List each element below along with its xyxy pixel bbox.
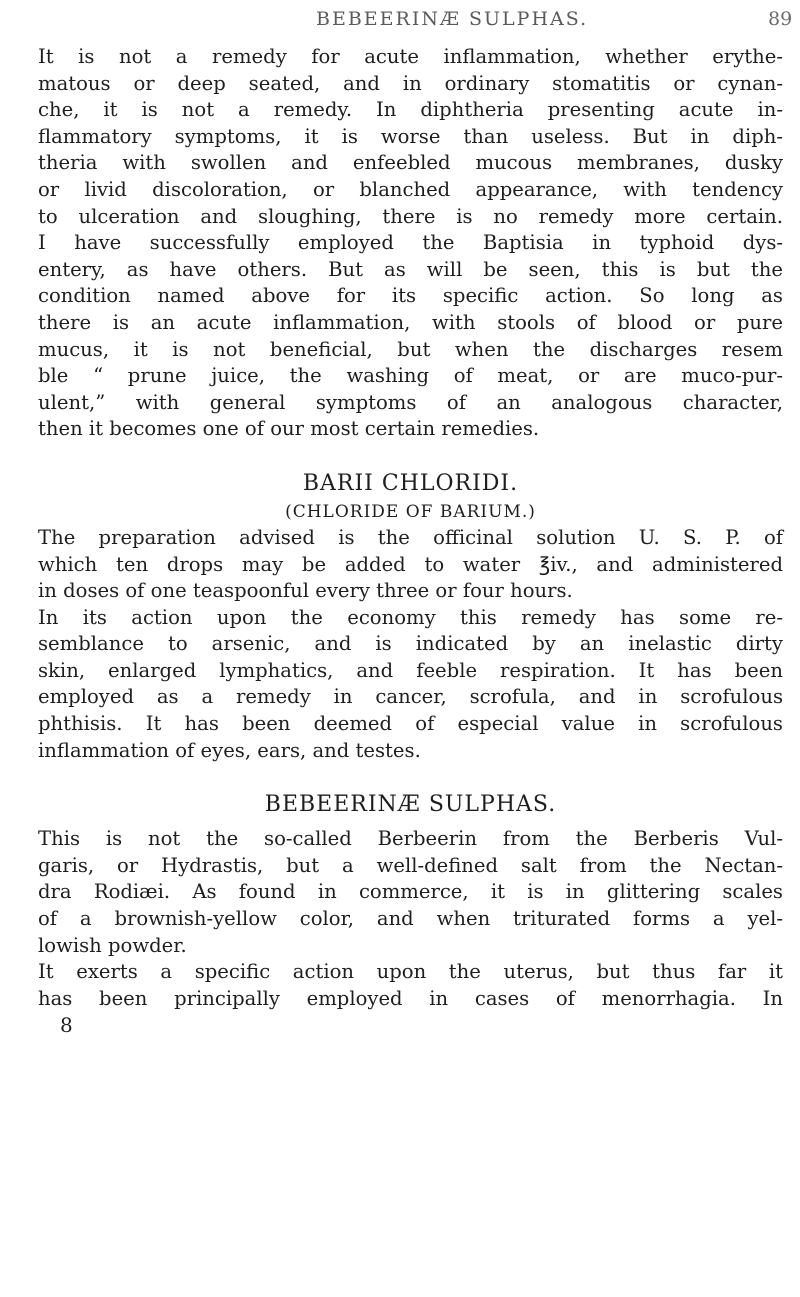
text-line: theria with swollen and enfeebled mucous membranes, dusky xyxy=(38,151,783,175)
text-line: In its action upon the economy this remedy has some re- xyxy=(38,605,783,629)
text-line: It is not a remedy for acute inflammation, whether erythe- xyxy=(38,45,783,68)
section-heading: BARII CHLORIDI. xyxy=(302,470,519,496)
text-line: matous or deep seated, and in ordinary stomatitis or cynan- xyxy=(38,71,783,95)
text-line: semblance to arsenic, and is indicated by an inelastic dirty xyxy=(38,632,783,656)
text-line: which ten drops may be added to water ℥iv., and administered xyxy=(38,552,783,576)
section-paragraph xyxy=(38,826,783,1012)
text-line: dra Rodiæi. As found in commerce, it is in glittering scales xyxy=(38,880,783,904)
text-line: skin, enlarged lymphatics, and feeble respiration. It has been xyxy=(38,658,783,682)
text-line: or livid discoloration, or blanched appearance, with tendency xyxy=(38,177,783,201)
body-text xyxy=(38,44,783,1039)
text-line: lowish powder. xyxy=(38,933,187,957)
text-line: there is an acute inflammation, with stools of blood or pure xyxy=(38,310,783,334)
text-line: has been principally employed in cases of menorrhagia. In xyxy=(38,986,783,1010)
text-line: che, it is not a remedy. In diphtheria presenting acute in- xyxy=(38,98,783,122)
text-line: in doses of one teaspoonful every three or four hours. xyxy=(38,579,573,603)
text-line: employed as a remedy in cancer, scrofula, and in scrofulous xyxy=(38,685,783,709)
text-line: This is not the so-called Berbeerin from the Berberis Vul- xyxy=(38,827,783,851)
text-line: flammatory symptoms, it is worse than useless. But in diph- xyxy=(38,124,783,148)
text-line: The preparation advised is the officinal solution U. S. P. of xyxy=(38,525,783,549)
running-head xyxy=(0,8,800,32)
text-line: to ulceration and sloughing, there is no remedy more certain. xyxy=(38,204,783,228)
text-line: garis, or Hydrastis, but a well-defined salt from the Nectan- xyxy=(38,853,783,877)
text-line: entery, as have others. But as will be seen, this is but the xyxy=(38,257,783,281)
text-line: It exerts a specific action upon the uterus, but thus far it xyxy=(38,960,783,984)
signature-mark: 8 xyxy=(60,1013,73,1038)
text-line: ble “ prune juice, the washing of meat, or are muco-pur- xyxy=(38,364,783,388)
section-subheading: (CHLORIDE OF BARIUM.) xyxy=(285,501,536,522)
text-line: mucus, it is not beneficial, but when the discharges resem xyxy=(38,337,783,361)
text-line: then it becomes one of our most certain remedies. xyxy=(38,417,540,441)
text-line: I have successfully employed the Baptisia in typhoid dys- xyxy=(38,231,783,255)
text-line: condition named above for its specific action. So long as xyxy=(38,284,783,308)
section-heading: BEBEERINÆ SULPHAS. xyxy=(264,792,557,818)
section-paragraph xyxy=(38,44,783,443)
text-line: of a brownish-yellow color, and when triturated forms a yel- xyxy=(38,907,783,931)
text-line: phthisis. It has been deemed of especial value in scrofulous xyxy=(38,712,783,736)
running-head-title: BEBEERINÆ SULPHAS. xyxy=(316,8,589,30)
page-number: 89 xyxy=(768,8,793,30)
text-line: inflammation of eyes, ears, and testes. xyxy=(38,738,421,762)
section-paragraph xyxy=(38,525,783,764)
text-line: ulent,” with general symptoms of an analogous character, xyxy=(38,390,783,414)
